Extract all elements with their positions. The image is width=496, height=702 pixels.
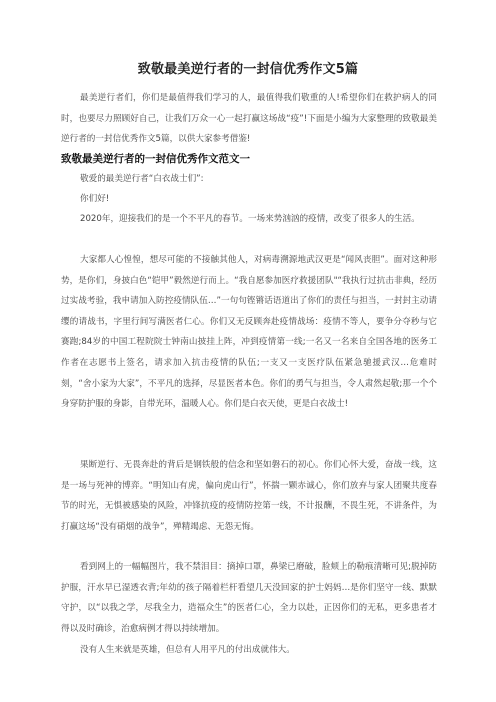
body-paragraph-1: 2020年，迎接我们的是一个不平凡的春节。一场来势汹汹的疫情，改变了很多人的生活。 (80, 214, 420, 224)
body-paragraph-5: 没有人生来就是英雄，但总有人用平凡的付出成就伟大。 (80, 645, 295, 655)
body-paragraph-3: 果断逆行、无畏奔赴的背后是钢铁般的信念和坚如磐石的初心。你们心怀大爱，奋战一线，这是一场与死神的博弈。“明知山有虎，偏向虎山行”，怀揣一颗赤诚心，你们放弃与家人团聚共度春节的时光，无惧被感染的风险，冲锋抗疫的疫情防控第一线，不计报酬，不畏生死，不讲条件，为打赢这场“没有硝烟的战争”，殚精竭虑、无怨无悔。 (61, 460, 437, 532)
document-title: 致敬最美逆行者的一封信优秀作文5篇 (137, 62, 359, 77)
body-paragraph-2: 大家都人心惶惶，想尽可能的不接触其他人，对病毒溯源地武汉更是“闻风丧胆”。面对这种形势，是你们，身披白色“铠甲”毅然逆行而上。“我自愿参加医疗救援团队"“我执行过抗击非典，经历过实战考验，我申请加入防控疫情队伍…”一句句铿锵话语道出了你们的责任与担当，一封封主动请缨的请战书，字里行间写满医者仁心。你们又无反顾奔赴疫情战场：疫情不等人，要争分夺秒与它赛跑;84岁的中国工程院院士钟南山披挂上阵，冲到疫情第一线;一名又一名来自全国各地的医务工作者在志愿书上签名，请求加入抗击疫情的队伍;一支又一支医疗队伍紧急驰援武汉…危难时刻，“舍小家为大家”，不平凡的选择，尽显医者本色。你们的勇气与担当，令人肃然起敬;那一个个身穿防护服的身影，自带光环，温暖人心。你们是白衣天使，更是白衣战士! (61, 255, 437, 410)
intro-paragraph: 最美逆行者们，你们是最值得我们学习的人，最值得我们敬重的人!希望你们在救护病人的同时，也要尽力照顾好自己，让我们万众一心一起打赢这场战“疫”!下面是小编为大家整理的致敬最美逆行者的一封信优秀作文5篇，以供大家参考借鉴! (61, 93, 437, 145)
greeting: 你们好! (80, 194, 110, 204)
salutation: 敬爱的最美逆行者“白衣战士们”: (80, 174, 204, 184)
body-paragraph-4: 看到网上的一幅幅图片，我不禁泪目：摘掉口罩，鼻梁已磨破，脸颊上的勒痕清晰可见;脱掉防护服，汗水早已湿透衣背;年幼的孩子隔着栏杆看望几天没回家的护士妈妈…是你们坚守一线、默默守护，以“以我之学，尽我全力，造福众生”的医者仁心，全力以赴，正因你们的无私，更多患者才得以及时确诊，治愈病例才得以持续增加。 (61, 562, 437, 634)
section-heading: 致敬最美逆行者的一封信优秀作文范文一 (61, 153, 250, 165)
